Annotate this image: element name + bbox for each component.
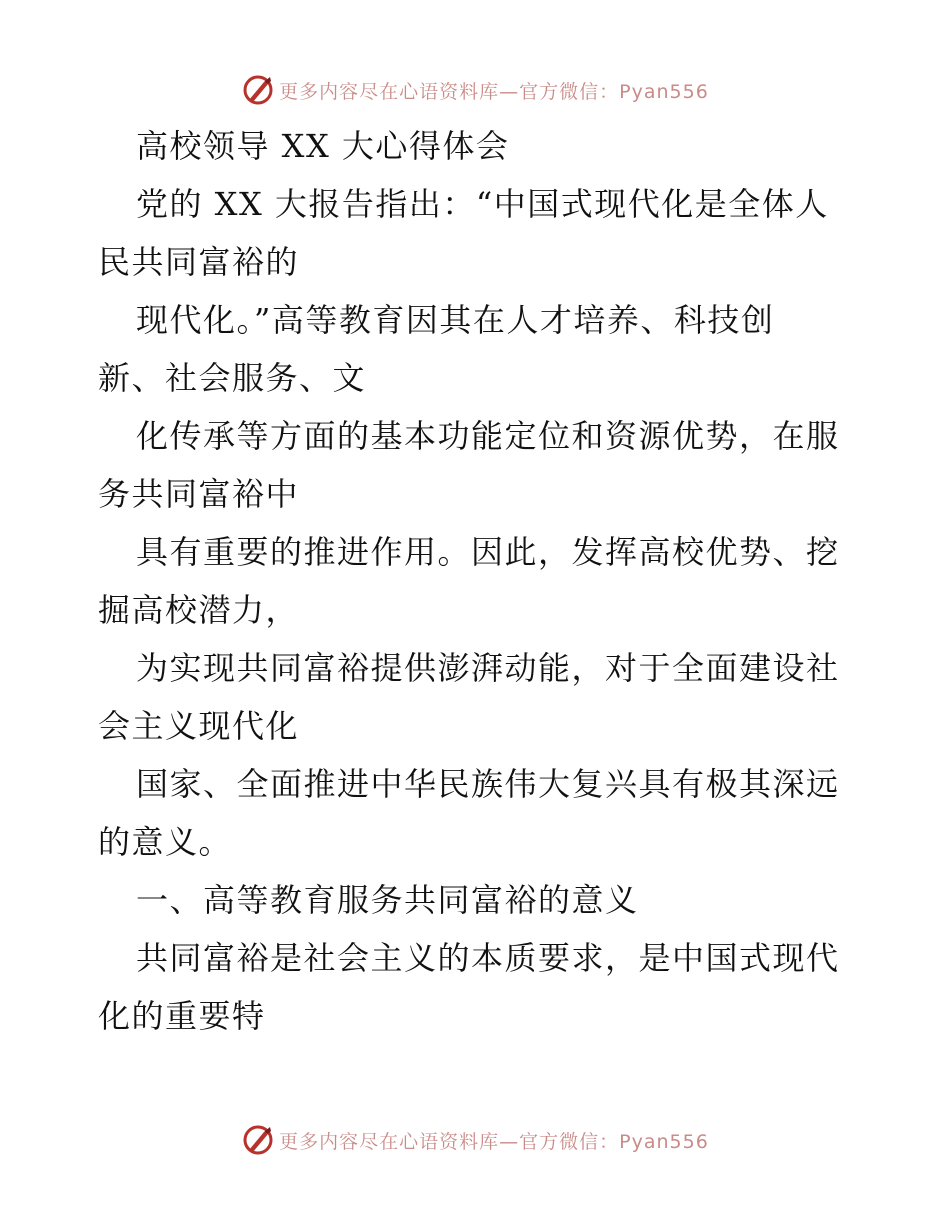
footer-watermark-banner [0,1120,950,1160]
text-line: 会主义现代化 [98,707,300,745]
text-line: 的意义。 [98,823,233,861]
text-line: 化的重要特 [98,997,266,1035]
text-line: 高校领导 XX 大心得体会 [136,127,510,165]
text-line: 掘高校潜力， [98,591,300,629]
text-line: 一、高等教育服务共同富裕的意义 [136,881,639,919]
text-line: 务共同富裕中 [98,475,300,513]
quill-pen-logo-icon [241,73,275,107]
footer-watermark-text: 更多内容尽在心语资料库—官方微信：Pyan556 [279,1130,709,1153]
text-line: 党的 XX 大报告指出：“中国式现代化是全体人 [136,185,829,223]
text-line: 为实现共同富裕提供澎湃动能，对于全面建设社 [136,649,840,687]
text-line: 现代化。”高等教育因其在人才培养、科技创 [136,301,775,339]
header-watermark-text: 更多内容尽在心语资料库—官方微信：Pyan556 [279,80,709,103]
text-line: 共同富裕是社会主义的本质要求，是中国式现代 [136,939,840,977]
text-line: 国家、全面推进中华民族伟大复兴具有极其深远 [136,765,840,803]
document-body [98,117,858,1045]
text-line: 新、社会服务、文 [98,359,367,397]
text-line: 具有重要的推进作用。因此，发挥高校优势、挖 [136,533,840,571]
header-watermark-banner [0,70,950,110]
text-line: 化传承等方面的基本功能定位和资源优势，在服 [136,417,840,455]
quill-pen-logo-icon [241,1123,275,1157]
text-line: 民共同富裕的 [98,243,300,281]
